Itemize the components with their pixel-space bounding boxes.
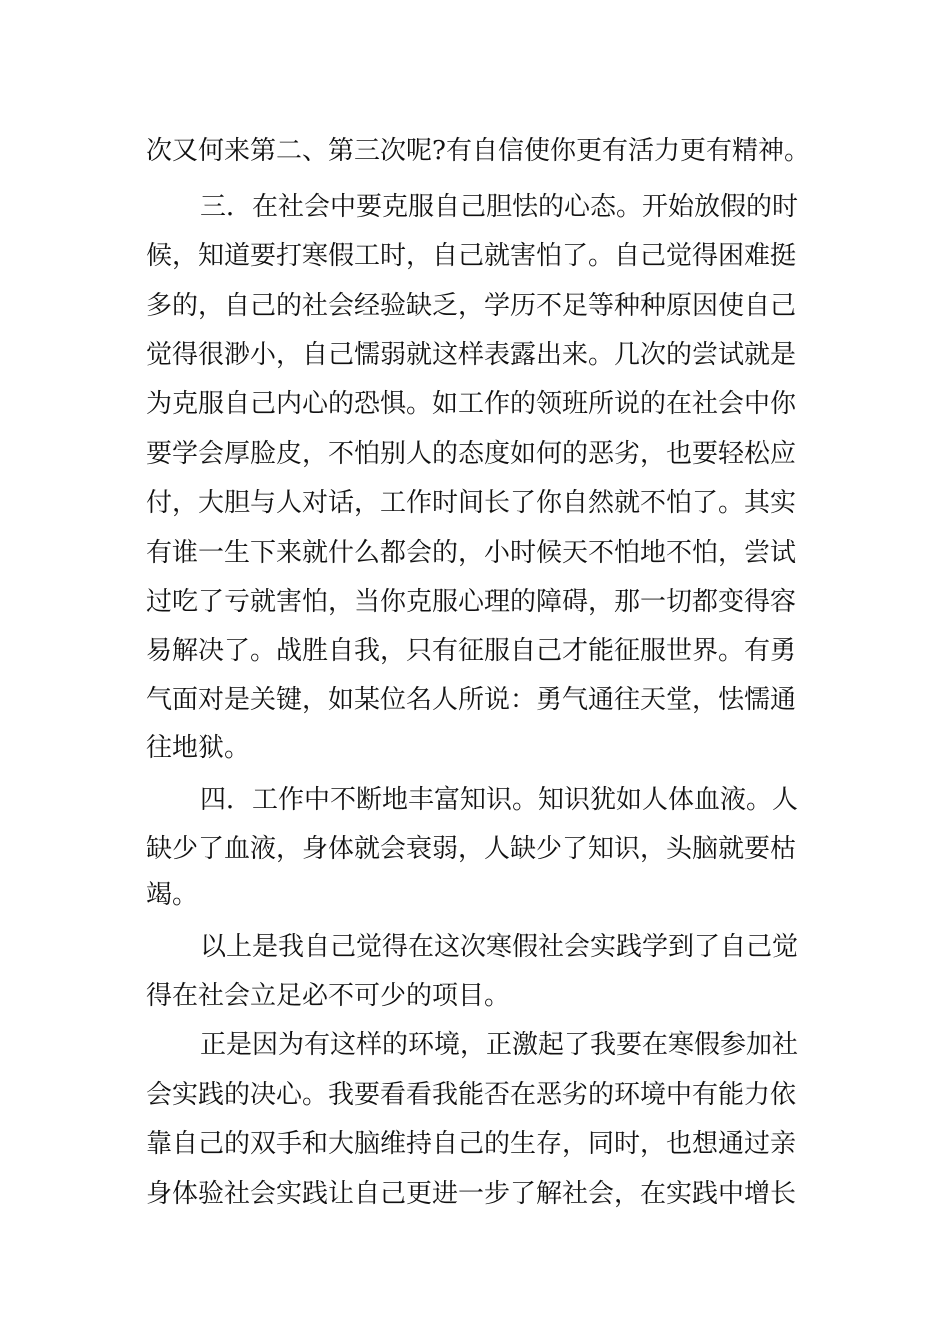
text-line: 竭。 xyxy=(146,880,199,910)
text-line: 气面对是关键，如某位名人所说：勇气通往天堂，怯懦通 xyxy=(146,685,797,715)
text-line: 候，知道要打寒假工时，自己就害怕了。自己觉得困难挺 xyxy=(146,241,797,271)
text-line: 靠自己的双手和大脑维持自己的生存，同时，也想通过亲 xyxy=(146,1129,797,1159)
text-line: 觉得很渺小，自己懦弱就这样表露出来。几次的尝试就是 xyxy=(146,340,797,370)
text-line: 付，大胆与人对话，工作时间长了你自然就不怕了。其实 xyxy=(146,488,797,518)
text-line: 正是因为有这样的环境，正激起了我要在寒假参加社 xyxy=(200,1030,799,1060)
text-line: 要学会厚脸皮，不怕别人的态度如何的恶劣，也要轻松应 xyxy=(146,439,797,469)
text-line: 易解决了。战胜自我，只有征服自己才能征服世界。有勇 xyxy=(146,636,797,666)
text-line: 四．工作中不断地丰富知识。知识犹如人体血液。人 xyxy=(200,785,799,815)
text-line: 缺少了血液，身体就会衰弱，人缺少了知识，头脑就要枯 xyxy=(146,834,797,864)
text-line: 次又何来第二、第三次呢?有自信使你更有活力更有精神。 xyxy=(146,136,810,166)
text-line: 多的，自己的社会经验缺乏，学历不足等种种原因使自己 xyxy=(146,291,797,321)
text-line: 身体验社会实践让自己更进一步了解社会，在实践中增长 xyxy=(146,1179,797,1209)
text-line: 过吃了亏就害怕，当你克服心理的障碍，那一切都变得容 xyxy=(146,587,797,617)
text-line: 往地狱。 xyxy=(146,733,251,763)
text-line: 以上是我自己觉得在这次寒假社会实践学到了自己觉 xyxy=(200,932,799,962)
text-line: 会实践的决心。我要看看我能否在恶劣的环境中有能力依 xyxy=(146,1080,797,1110)
text-line: 得在社会立足必不可少的项目。 xyxy=(146,981,511,1011)
text-line: 三．在社会中要克服自己胆怯的心态。开始放假的时 xyxy=(200,192,799,222)
text-line: 为克服自己内心的恐惧。如工作的领班所说的在社会中你 xyxy=(146,389,797,419)
text-line: 有谁一生下来就什么都会的，小时候天不怕地不怕，尝试 xyxy=(146,538,797,568)
